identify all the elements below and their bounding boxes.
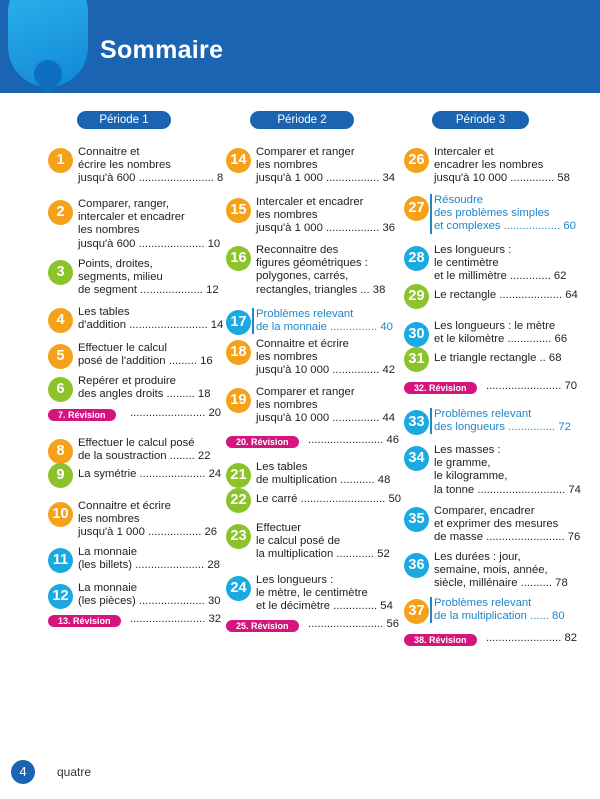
period-1-header: Période 1 [77,111,171,129]
revision-badge[interactable]: 7. Révision [48,409,116,421]
chapter-number: 3 [48,260,73,285]
chapter-number: 27 [404,196,429,221]
chapter-title: La symétrie ..................... 24 [78,468,222,480]
chapter-number: 10 [48,502,73,527]
chapter-title: Résoudre des problèmes simples et complexes .................. 60 [430,194,576,234]
chapter-title: Comparer, encadrer et exprimer des mesures de masse ......................... 76 [434,505,581,544]
chapter-title: Les masses : le gramme, le kilogramme, la tonne ............................ 74 [434,444,581,496]
revision-page: ........................ 82 [486,632,578,644]
chapter-number: 31 [404,347,429,372]
chapter-number: 2 [48,200,73,225]
chapter-title: Le triangle rectangle .. 68 [434,352,562,364]
chapter-number: 19 [226,388,251,413]
chapter-title: Les longueurs : le centimètre et le millimètre ............. 62 [434,244,567,283]
revision-badge[interactable]: 20. Révision [226,436,299,448]
chapter-number: 29 [404,284,429,309]
page-title: Sommaire [100,36,224,64]
page-word: quatre [57,765,92,779]
chapter-title: Effectuer le calcul posé de la soustraction ........ 22 [78,437,211,463]
chapter-number: 8 [48,439,73,464]
chapter-title: Points, droites, segments, milieu de segment .................... 12 [78,258,219,297]
chapter-title: La monnaie (les billets) ...................... 28 [78,546,220,572]
chapter-title: Problèmes relevant de la multiplication ...... 80 [430,597,565,623]
chapter-title: Comparer et ranger les nombres jusqu'à 10 000 ............... 44 [256,386,396,425]
chapter-title: Les tables d'addition ......................... 14 [78,306,224,332]
header-banner [0,0,600,93]
chapter-number: 23 [226,524,251,549]
chapter-title: Effectuer le calcul posé de la multiplication ............ 52 [256,522,390,561]
revision-badge[interactable]: 13. Révision [48,615,121,627]
chapter-number: 26 [404,148,429,173]
chapter-title: Les tables de multiplication ........... 48 [256,461,391,487]
chapter-number: 36 [404,553,429,578]
chapter-title: Intercaler et encadrer les nombres jusqu'à 10 000 .............. 58 [434,146,570,185]
chapter-number: 21 [226,463,251,488]
chapter-title: Le rectangle .................... 64 [434,289,578,301]
chapter-number: 33 [404,410,429,435]
chapter-title: Intercaler et encadrer les nombres jusqu'à 1 000 ................. 36 [256,196,396,235]
chapter-title: Connaitre et écrire les nombres jusqu'à 1 000 ................. 26 [78,500,218,539]
chapter-title: Le carré ........................... 50 [256,493,402,505]
chapter-number: 16 [226,246,251,271]
chapter-title: Repérer et produire des angles droits ......... 18 [78,375,211,401]
chapter-number: 1 [48,148,73,173]
revision-page: ........................ 56 [308,618,400,630]
chapter-number: 15 [226,198,251,223]
chapter-title: Problèmes relevant de la monnaie ............... 40 [252,308,393,334]
page-number: 4 [11,760,35,784]
chapter-number: 14 [226,148,251,173]
chapter-title: Problèmes relevant des longueurs ............... 72 [430,408,571,434]
revision-page: ........................ 20 [130,407,222,419]
chapter-title: Comparer, ranger, intercaler et encadrer les nombres jusqu'à 600 ..................... 10 [78,198,221,250]
chapter-number: 11 [48,548,73,573]
chapter-title: Connaitre et écrire les nombres jusqu'à 10 000 ............... 42 [256,338,396,377]
chapter-title: Reconnaitre des figures géométriques : polygones, carrés, rectangles, triangles ... 38 [256,244,386,296]
chapter-number: 34 [404,446,429,471]
chapter-title: Effectuer le calcul posé de l'addition ......... 16 [78,342,213,368]
period-2-header: Période 2 [250,111,354,129]
chapter-number: 30 [404,322,429,347]
chapter-number: 22 [226,488,251,513]
revision-page: ........................ 70 [486,380,578,392]
chapter-title: Les durées : jour, semaine, mois, année, siècle, millénaire .......... 78 [434,551,568,590]
chapter-number: 9 [48,463,73,488]
chapter-number: 24 [226,576,251,601]
period-3-header: Période 3 [432,111,529,129]
chapter-number: 18 [226,340,251,365]
chapter-title: Comparer et ranger les nombres jusqu'à 1 000 ................. 34 [256,146,396,185]
chapter-number: 37 [404,599,429,624]
chapter-title: Connaitre et écrire les nombres jusqu'à 600 ........................ 8 [78,146,224,185]
chapter-number: 6 [48,377,73,402]
revision-badge[interactable]: 32. Révision [404,382,477,394]
chapter-number: 28 [404,246,429,271]
revision-page: ........................ 32 [130,613,222,625]
chapter-title: La monnaie (les pièces) ..................... 30 [78,582,221,608]
chapter-number: 35 [404,507,429,532]
chapter-number: 5 [48,344,73,369]
chapter-number: 17 [226,310,251,335]
chapter-title: Les longueurs : le mètre, le centimètre et le décimètre .............. 54 [256,574,393,613]
chapter-title: Les longueurs : le mètre et le kilomètre .............. 66 [434,320,568,346]
chapter-number: 12 [48,584,73,609]
revision-badge[interactable]: 25. Révision [226,620,299,632]
revision-badge[interactable]: 38. Révision [404,634,477,646]
chapter-number: 4 [48,308,73,333]
revision-page: ........................ 46 [308,434,400,446]
